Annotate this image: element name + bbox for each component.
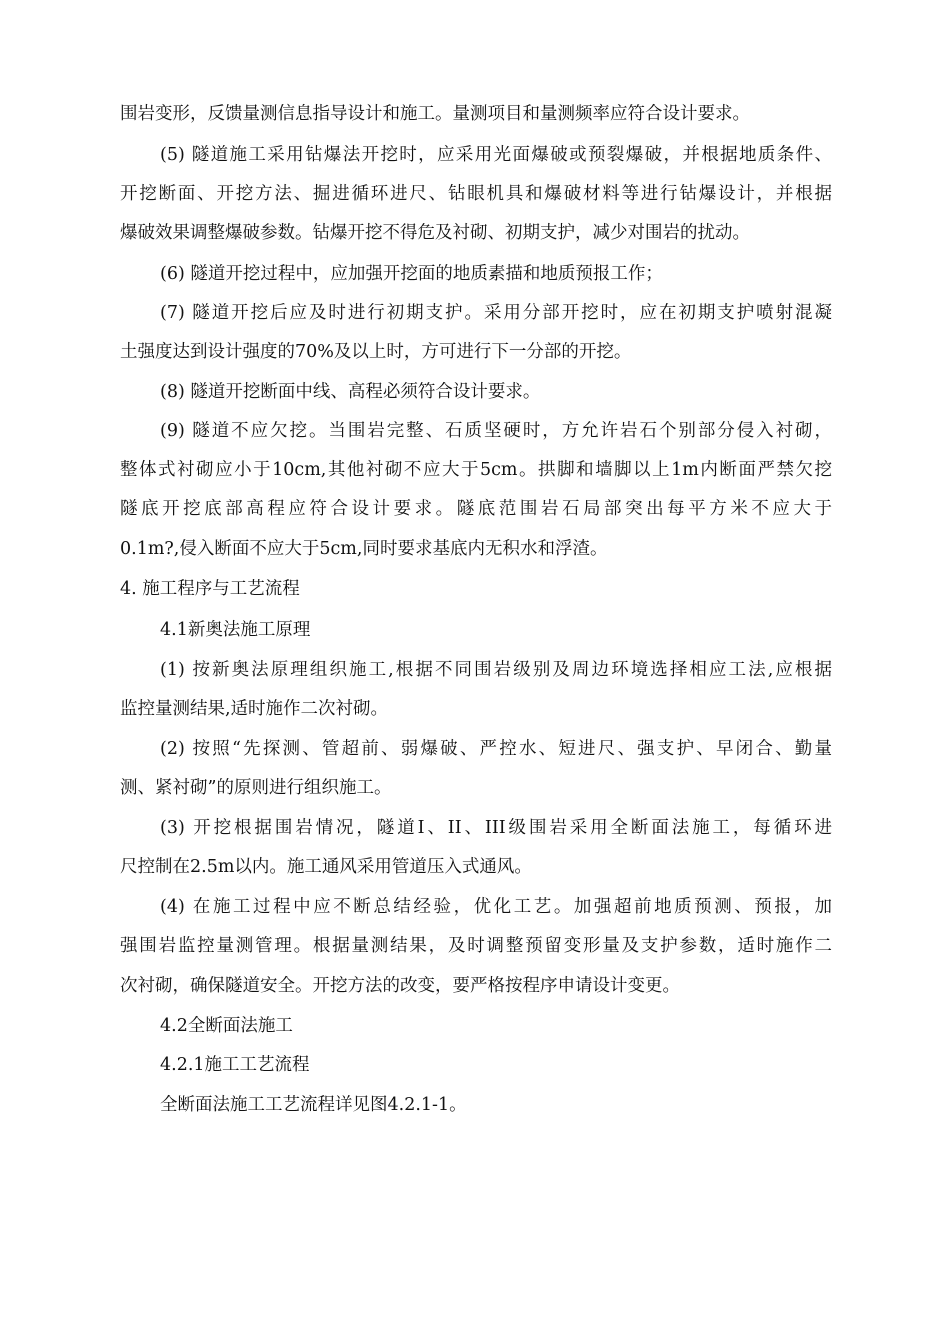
paragraph-line: 隧底开挖底部高程应符合设计要求。隧底范围岩石局部突出每平方米不应大于 — [120, 499, 832, 519]
paragraph-line: 0.1m?,侵入断面不应大于5cm,同时要求基底内无积水和浮渣。 — [120, 539, 608, 559]
paragraph-line: 监控量测结果,适时施作二次衬砌。 — [120, 699, 389, 719]
paragraph-line: 整体式衬砌应小于10cm,其他衬砌不应大于5cm。拱脚和墙脚以上1m内断面严禁欠挖 — [120, 460, 832, 480]
paragraph-line: 围岩变形，反馈量测信息指导设计和施工。量测项目和量测频率应符合设计要求。 — [120, 104, 750, 124]
paragraph-line: (1) 按新奥法原理组织施工,根据不同围岩级别及周边环境选择相应工法,应根据 — [160, 660, 832, 680]
paragraph-line: (2) 按照“先探测、管超前、弱爆破、严控水、短进尺、强支护、早闭合、勤量 — [160, 739, 832, 759]
paragraph-line: 土强度达到设计强度的70%及以上时，方可进行下一分部的开挖。 — [120, 342, 632, 362]
paragraph-line: 次衬砌，确保隧道安全。开挖方法的改变，要严格按程序申请设计变更。 — [120, 976, 680, 996]
paragraph-line: (7) 隧道开挖后应及时进行初期支护。采用分部开挖时，应在初期支护喷射混凝 — [160, 303, 832, 323]
subsection-heading: 4.2.1施工工艺流程 — [160, 1055, 310, 1075]
subsection-heading: 4.1新奥法施工原理 — [160, 620, 311, 640]
section-heading: 4. 施工程序与工艺流程 — [120, 579, 300, 599]
paragraph-line: 全断面法施工工艺流程详见图4.2.1-1。 — [160, 1095, 467, 1115]
paragraph-line: 开挖断面、开挖方法、掘进循环进尺、钻眼机具和爆破材料等进行钻爆设计，并根据 — [120, 184, 832, 204]
paragraph-line: (6) 隧道开挖过程中，应加强开挖面的地质素描和地质预报工作； — [160, 264, 663, 284]
paragraph-line: (4) 在施工过程中应不断总结经验，优化工艺。加强超前地质预测、预报，加 — [160, 897, 832, 917]
paragraph-line: (8) 隧道开挖断面中线、高程必须符合设计要求。 — [160, 382, 541, 402]
paragraph-line: (9) 隧道不应欠挖。当围岩完整、石质坚硬时，方允许岩石个别部分侵入衬砌， — [160, 421, 832, 441]
paragraph-line: 测、紧衬砌”的原则进行组织施工。 — [120, 778, 392, 798]
subsection-heading: 4.2全断面法施工 — [160, 1016, 293, 1036]
paragraph-line: (5) 隧道施工采用钻爆法开挖时，应采用光面爆破或预裂爆破，并根据地质条件、 — [160, 145, 832, 165]
paragraph-line: 强围岩监控量测管理。根据量测结果，及时调整预留变形量及支护参数，适时施作二 — [120, 936, 832, 956]
paragraph-line: 尺控制在2.5m以内。施工通风采用管道压入式通风。 — [120, 857, 532, 877]
paragraph-line: 爆破效果调整爆破参数。钻爆开挖不得危及衬砌、初期支护，减少对围岩的扰动。 — [120, 223, 750, 243]
paragraph-line: (3) 开挖根据围岩情况，隧道I、II、III级围岩采用全断面法施工，每循环进 — [160, 818, 832, 838]
